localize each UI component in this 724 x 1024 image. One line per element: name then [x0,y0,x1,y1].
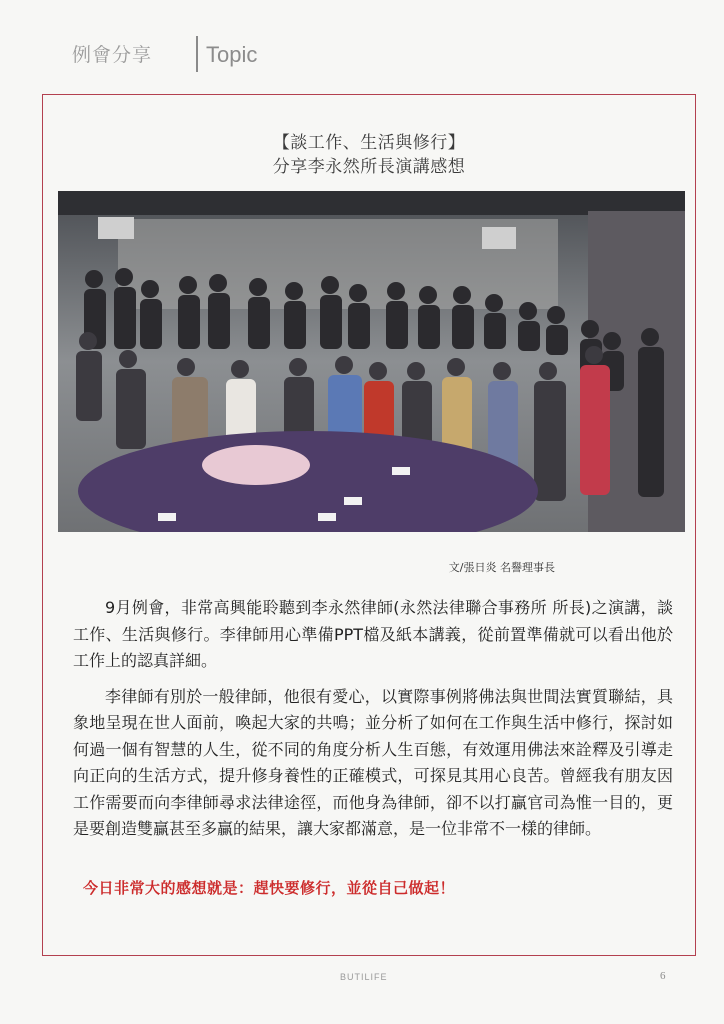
page-header [72,36,672,76]
section-title-en: Topic [206,42,258,67]
paragraph: 李律師有別於一般律師，他很有愛心，以實際事例將佛法與世間法實質聯結，具象地呈現在世人面前，喚起大家的共鳴；並分析了如何在工作與生活中修行，探討如何過一個有智慧的人生，從不同的角度分析人生百態，有效運用佛法來詮釋及引導走向正向的生活方式，提升修身養性的正確模式，可探見其用心良苦。曾經我有朋友因工作需要而向李律師尋求法律途徑，而他身為律師，卻不以打贏官司為惟一目的，更是要創造雙贏甚至多贏的結果，讓大家都滿意，是一位非常不一樣的律師。 [73,686,673,838]
paragraph: 9月例會，非常高興能聆聽到李永然律師(永然法律聯合事務所 所長)之演講，談工作、生活與修行。李律師用心準備PPT檔及紙本講義，從前置準備就可以看出他於工作上的認真詳細。 [73,598,673,670]
article-frame [42,94,696,956]
article-title [43,131,695,179]
footer-brand: BUTILIFE [340,972,388,982]
article-body [73,595,673,852]
group-photo-illustration [58,191,685,532]
flower-centerpiece [202,445,310,485]
article-title-line-1: 【談工作、生活與修行】 [272,133,466,153]
header-divider [196,36,198,72]
section-title-zh: 例會分享 [72,44,153,66]
group-photo [58,191,685,532]
speaker-icon [98,217,134,239]
article-title-line-2: 分享李永然所長演講感想 [272,157,466,177]
byline: 文/張日炎 名譽理事長 [448,561,555,574]
speaker-icon [482,227,516,249]
page-number: 6 [660,970,666,982]
highlight-text: 今日非常大的感想就是：趕快要修行，並從自己做起！ [83,879,456,897]
